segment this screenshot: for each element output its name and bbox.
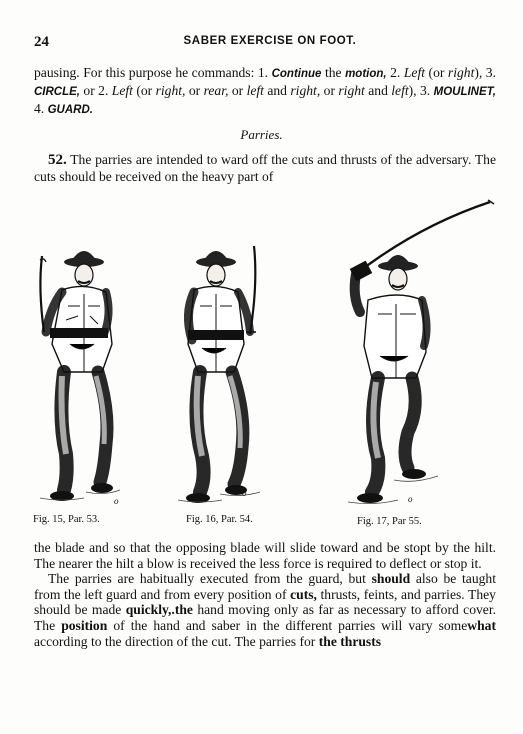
text-block-top: pausing. For this purpose he commands: 1. Continue the motion, 2. Left (or right), 3. CIRCLE, or 2. Left (or right, or rear, or left and right, or right and left), 3. MOULINET, 4. GUARD.	[34, 65, 497, 116]
figures-row	[0, 196, 523, 536]
figure-17	[338, 196, 498, 508]
section-heading: Parries.	[240, 127, 283, 142]
fencer-illustration	[32, 244, 122, 506]
page-number: 24	[34, 34, 49, 50]
fencer-illustration	[338, 196, 498, 508]
figure-15	[32, 244, 122, 506]
fencer-illustration	[176, 244, 268, 506]
paragraph-number: 52.	[48, 152, 67, 168]
figure-mark: o	[408, 494, 413, 504]
paragraph-parries-execution: The parries are habitually executed from the guard, but should also be taught from the left guard and from every position of cuts, thrusts, feints, and parries. They should be made quickly,.the hand moving only as far as necessary to afford cover. The position of the hand and saber in the different parries will vary somewhat according to the direction of the cut. The parries for the thrusts	[34, 571, 496, 649]
running-head: SABER EXERCISE ON FOOT.	[183, 35, 357, 47]
figure-17-caption: Fig. 17, Par 55.	[357, 516, 422, 527]
figure-mark: o	[242, 488, 247, 498]
figure-mark: o	[114, 496, 119, 506]
paragraph-continued: the blade and so that the opposing blade will slide toward and be stopt by the hilt. The nearer the hilt a blow is received the less force is required to deflect or stop it.	[34, 540, 496, 571]
figure-16	[176, 244, 268, 506]
paragraph-52: 52. The parries are intended to ward off the cuts and thrusts of the adversary. The cuts should be received on the heavy part of	[34, 152, 496, 184]
text-block-bottom	[34, 540, 496, 649]
figure-15-caption: Fig. 15, Par. 53.	[33, 514, 100, 525]
figure-16-caption: Fig. 16, Par. 54.	[186, 514, 253, 525]
